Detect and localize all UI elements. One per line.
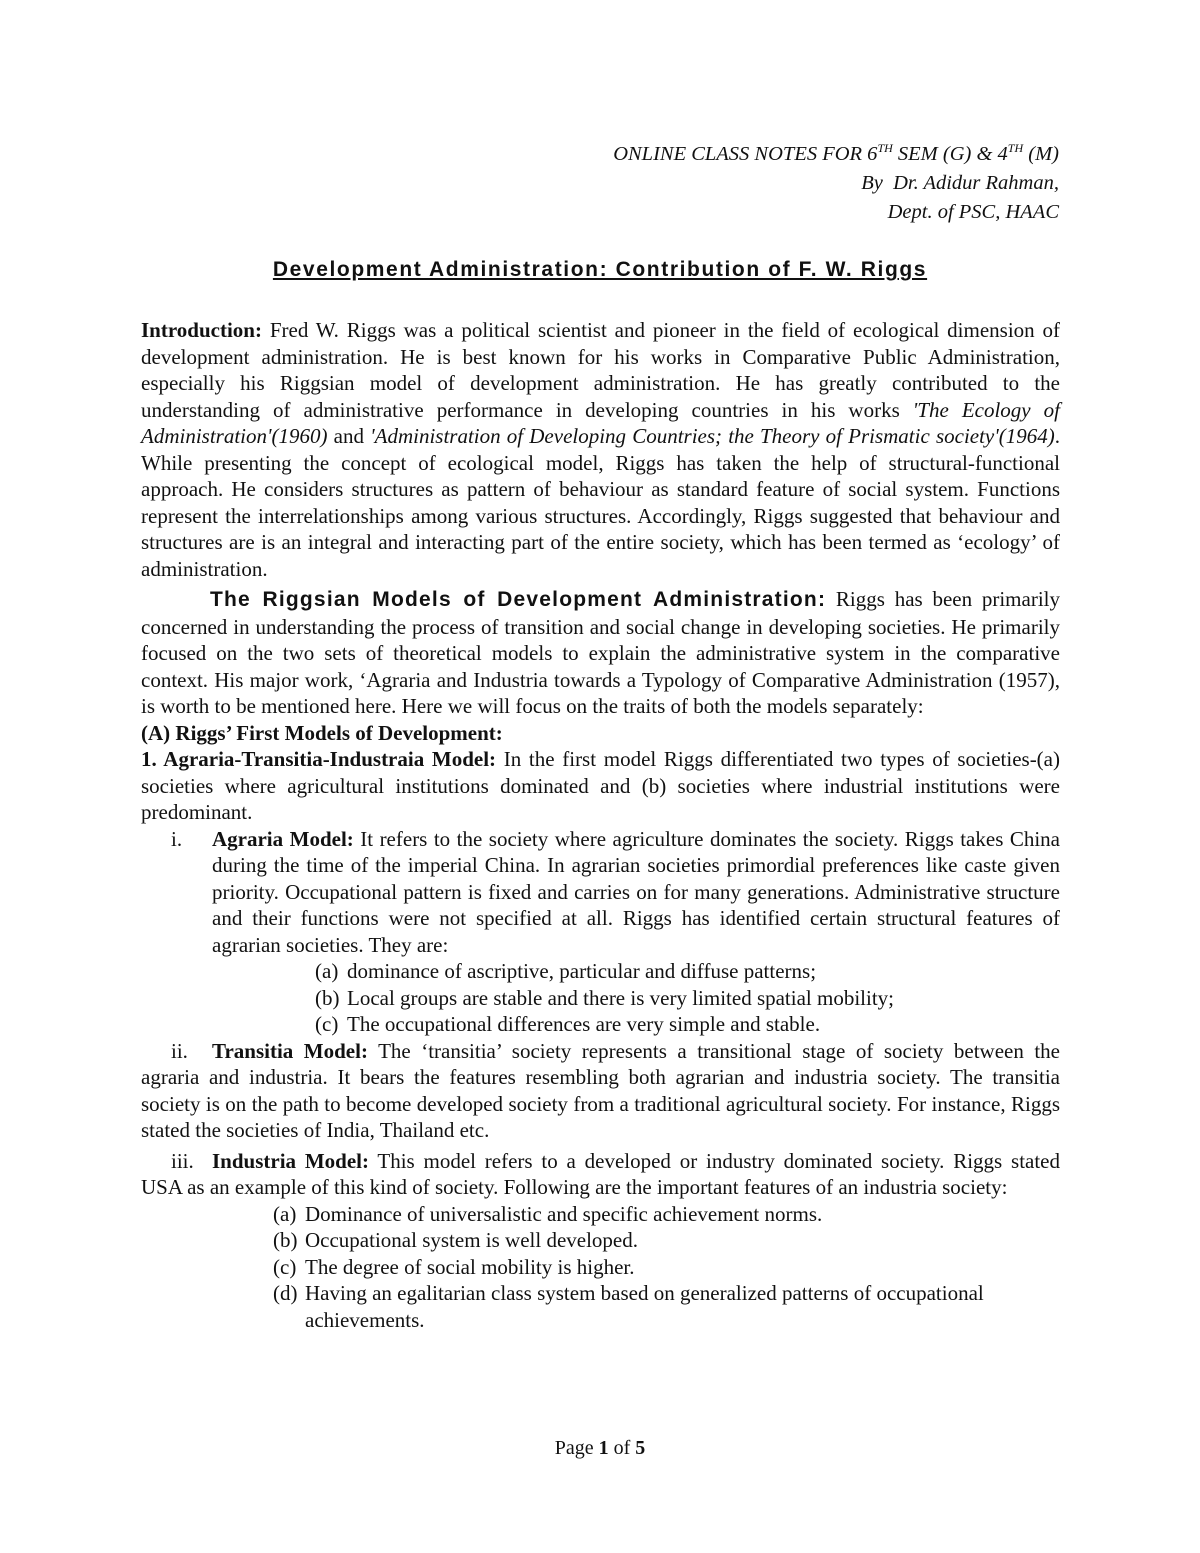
agraria-label: Agraria Model: [212,826,354,851]
transitia-number: ii. [171,1038,188,1063]
header-author-line: By Dr. Adidur Rahman, [861,172,1059,194]
page-total: 5 [635,1437,646,1459]
work-title-1: 'The Ecology of Administration'(1960) [141,397,1060,448]
list-item: (c) The degree of social mobility is higher. [273,1254,635,1279]
list-item: (b) Local groups are stable and there is very limited spatial mobility; [315,985,895,1010]
page-number: 1 [598,1437,609,1459]
agraria-item: i. Agraria Model: It refers to the society where agriculture dominates the society. Riggs takes China during the time of the imperial China. In agrarian societies primordial preferences like caste given priority. Occupational pattern is fixed and carries on for many generations. Administrative structure and their functions were not specified at all. Riggs has identified certain structural features of agrarian societies. They are: [141,826,1060,959]
document-title: Development Administration: Contribution of F. W. Riggs [272,258,928,281]
agraria-number: i. [171,826,183,851]
header-course-line: ONLINE CLASS NOTES FOR 6TH SEM (G) & 4TH (M) [613,141,1059,165]
list-item: (a) Dominance of universalistic and specific achievement norms. [273,1201,823,1226]
transitia-paragraph: ii. Transitia Model: The ‘transitia’ society represents a transitional stage of society between the agraria and industria. It bears the features resembling both agrarian and industria society. The transitia society is on the path to become developed society from a traditional agricultural society. For instance, Riggs stated the societies of India, Thailand etc. [141,1038,1060,1142]
intro-label: Introduction: [141,318,262,342]
header-dept-line: Dept. of PSC, HAAC [887,201,1059,223]
document-body [141,317,1060,1333]
model1-paragraph: 1. Agraria-Transitia-Industraia Model: In the first model Riggs differentiated two types of societies-(a) societies where agricultural institutions dominated and (b) societies where industrial institutions were predominant. [141,747,1060,824]
list-item: (d) Having an egalitarian class system based on generalized patterns of occupational achievements. [273,1281,984,1332]
section-a-heading: (A) Riggs’ First Models of Development: [141,720,503,745]
list-item: (b) Occupational system is well developed. [273,1228,638,1252]
models-paragraph: The Riggsian Models of Development Administration: Riggs has been primarily concerned in understanding the process of transition and social change in developing societies. He primarily focused on the two sets of theoretical models to explain the administrative system in the comparative context. His major work, ‘Agraria and Industria towards a Typology of Comparative Administration (1957), is worth to be mentioned here. Here we will focus on the traits of both the models separately: [141,587,1060,718]
intro-paragraph: Introduction: Fred W. Riggs was a political scientist and pioneer in the field of ecological dimension of development administration. He is best known for his works in Comparative Public Administration, especially his Riggsian model of development administration. He has greatly contributed to the understanding of administrative performance in developing countries in his works 'The Ecology of Administration'(1960) and 'Administration of Developing Countries; the Theory of Prismatic society'(1964). While presenting the concept of ecological model, Riggs has taken the help of structural-functional approach. He considers structures as pattern of behaviour as standard feature of social system. Functions represent the interrelationships among various structures. Accordingly, Riggs suggested that behaviour and structures are is an integral and interacting part of the entire society, which has been termed as ‘ecology’ of administration. [141,318,1060,581]
list-item: (c) The occupational differences are very simple and stable. [315,1012,821,1036]
page-header [613,140,1059,227]
page-footer: Page 1 of 5 [554,1437,646,1459]
agraria-features-list [315,958,1060,1038]
model1-label: 1. Agraria-Transitia-Industraia Model: [141,747,497,771]
transitia-label: Transitia Model: [212,1038,368,1063]
list-item: (a) dominance of ascriptive, particular and diffuse patterns; [315,959,817,983]
industria-paragraph: iii. Industria Model: This model refers to a developed or industry dominated society. Riggs stated USA as an example of this kind of society. Following are the important features of an industria society: [141,1148,1061,1199]
work-title-2: 'Administration of Developing Countries; the Theory of Prismatic society'(1964) [370,424,1055,448]
industria-number: iii. [171,1148,194,1173]
industria-label: Industria Model: [212,1148,369,1173]
industria-features-list [273,1201,1060,1334]
models-heading: The Riggsian Models of Development Administration: [210,588,827,611]
